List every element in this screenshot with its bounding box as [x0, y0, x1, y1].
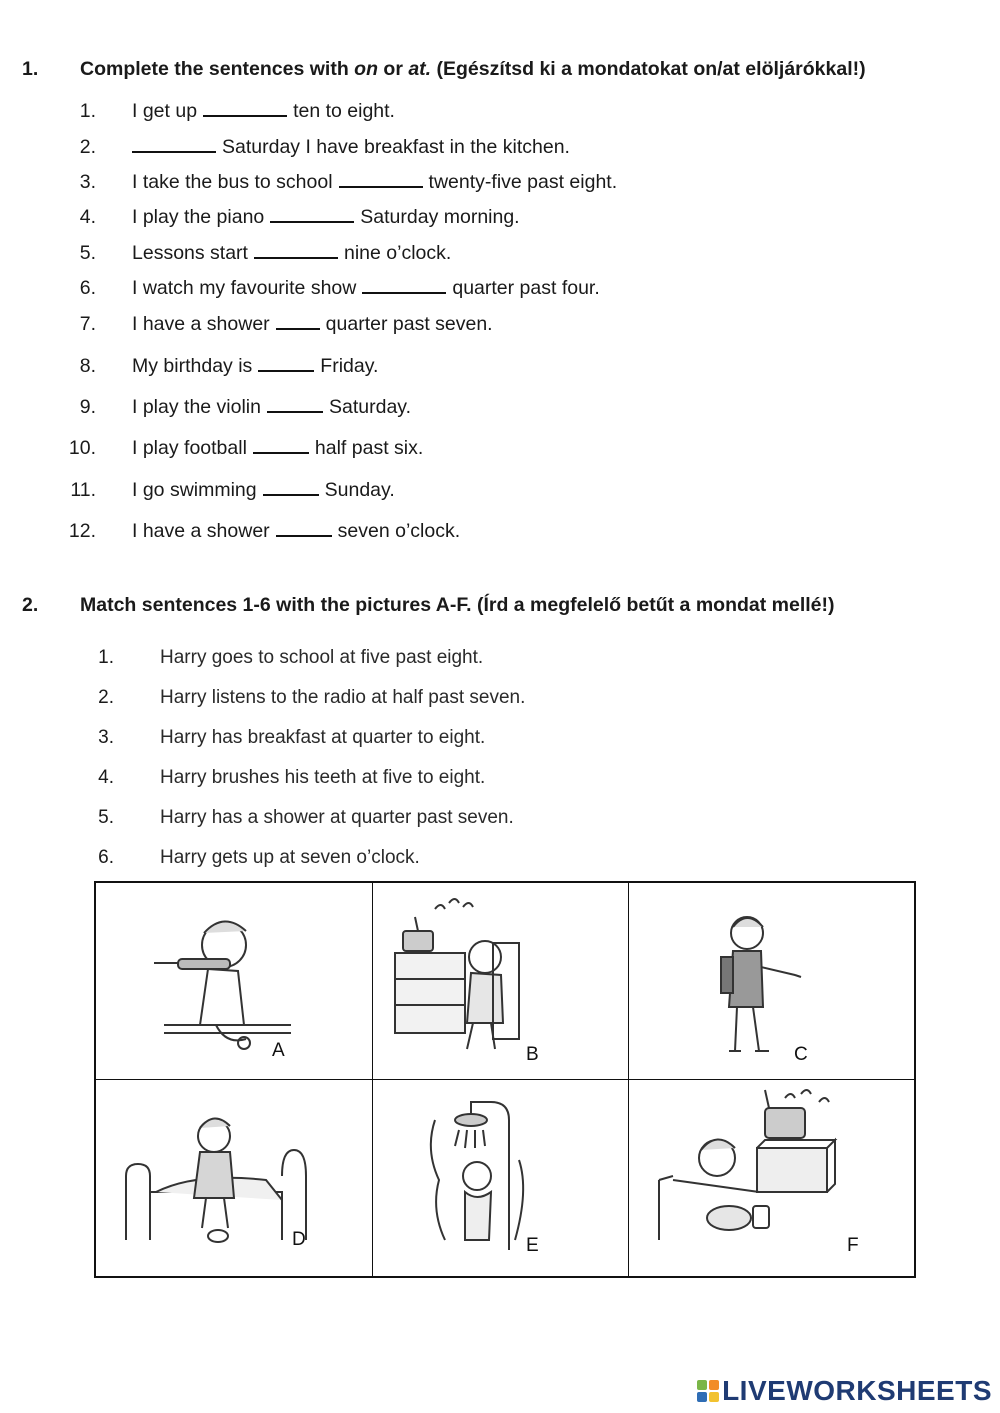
sentence-before: Lessons start — [132, 242, 248, 264]
answer-blank[interactable] — [203, 99, 287, 117]
list-item — [88, 805, 514, 830]
sentence-text: Harry gets up at seven o’clock. — [160, 847, 420, 868]
sentence-before: I have a shower — [132, 313, 270, 335]
logo-square — [709, 1392, 719, 1402]
sentence-before: I play the violin — [132, 396, 261, 418]
word-or: or — [377, 58, 409, 80]
sentence-text: Harry brushes his teeth at five to eight. — [160, 767, 486, 788]
item-number: 3. — [98, 727, 114, 748]
word-at: at. — [408, 58, 432, 80]
sentence-after: seven o’clock. — [337, 520, 461, 542]
sentence-text: Harry has a shower at quarter past seven. — [160, 807, 514, 828]
picture-letter: F — [847, 1234, 859, 1256]
instruction-hu: (Egészítsd ki a mondatokat on/at elöljárókkal!) — [431, 58, 866, 80]
item-number: 8. — [79, 355, 96, 377]
list-item — [66, 436, 423, 460]
sentence-after: Sunday. — [324, 479, 395, 501]
logo-square — [697, 1380, 707, 1390]
logo-square — [709, 1380, 719, 1390]
sentence-after: Saturday I have breakfast in the kitchen. — [222, 136, 570, 158]
list-item — [66, 99, 395, 123]
list-item — [88, 845, 420, 870]
picture-letter: E — [526, 1234, 539, 1256]
item-number: 1. — [98, 647, 114, 668]
sentence-before: I play football — [132, 437, 247, 459]
logo-square — [697, 1392, 707, 1402]
breakfast-radio-icon — [629, 1080, 917, 1275]
answer-blank[interactable] — [270, 205, 354, 223]
answer-blank[interactable] — [339, 170, 423, 188]
walking-to-school-icon — [629, 883, 917, 1083]
exercise-number: 1. — [22, 58, 39, 80]
answer-blank[interactable] — [258, 354, 314, 372]
item-number: 11. — [70, 479, 96, 501]
sentence-text: Harry has breakfast at quarter to eight. — [160, 727, 486, 748]
sentence-after: nine o’clock. — [343, 242, 452, 264]
sentence-before: I play the piano — [132, 206, 265, 228]
sentence-before: My birthday is — [132, 355, 253, 377]
list-item — [66, 205, 520, 229]
picture-letter: A — [272, 1040, 285, 1061]
brushing-teeth-icon — [96, 883, 371, 1083]
item-number: 4. — [79, 206, 96, 228]
list-item — [66, 312, 493, 336]
word-on: on — [354, 58, 378, 80]
list-item — [88, 725, 485, 750]
shower-icon — [373, 1080, 629, 1275]
item-number: 6. — [79, 277, 96, 299]
sentence-before: I go swimming — [132, 479, 257, 501]
picture-cell-b — [373, 883, 629, 1080]
sentence-after: Saturday morning. — [360, 206, 520, 228]
sentence-after: quarter past four. — [452, 277, 600, 299]
item-number: 2. — [79, 136, 96, 158]
picture-cell-c — [629, 883, 914, 1080]
item-number: 10. — [68, 437, 96, 459]
item-number: 5. — [79, 242, 96, 264]
instruction-text: Complete the sentences with — [80, 58, 355, 80]
liveworksheets-mark-icon — [697, 1380, 719, 1402]
sentence-after: quarter past seven. — [325, 313, 493, 335]
picture-letter: D — [292, 1228, 306, 1250]
list-item — [66, 395, 411, 419]
item-number: 12. — [68, 520, 96, 542]
sentence-before: I watch my favourite show — [132, 277, 357, 299]
picture-cell-e — [373, 1080, 629, 1277]
sentence-text: Harry listens to the radio at half past seven. — [160, 687, 526, 708]
picture-cell-a — [96, 883, 373, 1080]
sentence-after: half past six. — [314, 437, 424, 459]
sentence-after: twenty-five past eight. — [428, 171, 618, 193]
sentence-after: Friday. — [320, 355, 379, 377]
answer-blank[interactable] — [276, 312, 320, 330]
exercise-1-title — [22, 58, 866, 81]
picture-cell-d — [96, 1080, 373, 1277]
answer-blank[interactable] — [263, 478, 319, 496]
item-number: 9. — [79, 396, 96, 418]
list-item — [66, 170, 617, 194]
liveworksheets-logo — [697, 1375, 992, 1407]
answer-blank[interactable] — [132, 135, 216, 153]
picture-grid — [94, 881, 916, 1278]
brand-name: LIVEWORKSHEETS — [722, 1375, 992, 1406]
exercise-2-title — [22, 594, 835, 617]
getting-up-bed-icon — [96, 1080, 371, 1275]
item-number: 5. — [98, 807, 114, 828]
list-item — [88, 685, 525, 710]
sentence-text: Harry goes to school at five past eight. — [160, 647, 484, 668]
list-item — [66, 478, 395, 502]
picture-letter: B — [526, 1044, 539, 1065]
sentence-after: ten to eight. — [293, 100, 395, 122]
sentence-after: Saturday. — [329, 396, 412, 418]
sentence-before: I take the bus to school — [132, 171, 333, 193]
answer-blank[interactable] — [253, 436, 309, 454]
item-number: 4. — [98, 767, 114, 788]
picture-cell-f — [629, 1080, 914, 1277]
list-item — [66, 241, 451, 265]
sentence-before: I have a shower — [132, 520, 270, 542]
item-number: 2. — [98, 687, 114, 708]
answer-blank[interactable] — [254, 241, 338, 259]
item-number: 6. — [98, 847, 114, 868]
exercise-number: 2. — [22, 594, 39, 616]
list-item — [66, 276, 600, 300]
list-item — [66, 519, 460, 543]
radio-dresser-icon — [373, 883, 629, 1083]
answer-blank[interactable] — [362, 276, 446, 294]
list-item — [88, 645, 483, 670]
picture-letter: C — [794, 1044, 808, 1065]
list-item — [66, 135, 570, 159]
item-number: 3. — [79, 171, 96, 193]
answer-blank[interactable] — [267, 395, 323, 413]
instruction-text: Match sentences 1-6 with the pictures A-F. (Írd a megfelelő betűt a mondat mellé!) — [80, 594, 835, 616]
answer-blank[interactable] — [276, 519, 332, 537]
item-number: 7. — [79, 313, 96, 335]
list-item — [88, 765, 485, 790]
list-item — [66, 354, 378, 378]
item-number: 1. — [79, 100, 96, 122]
sentence-before: I get up — [132, 100, 198, 122]
